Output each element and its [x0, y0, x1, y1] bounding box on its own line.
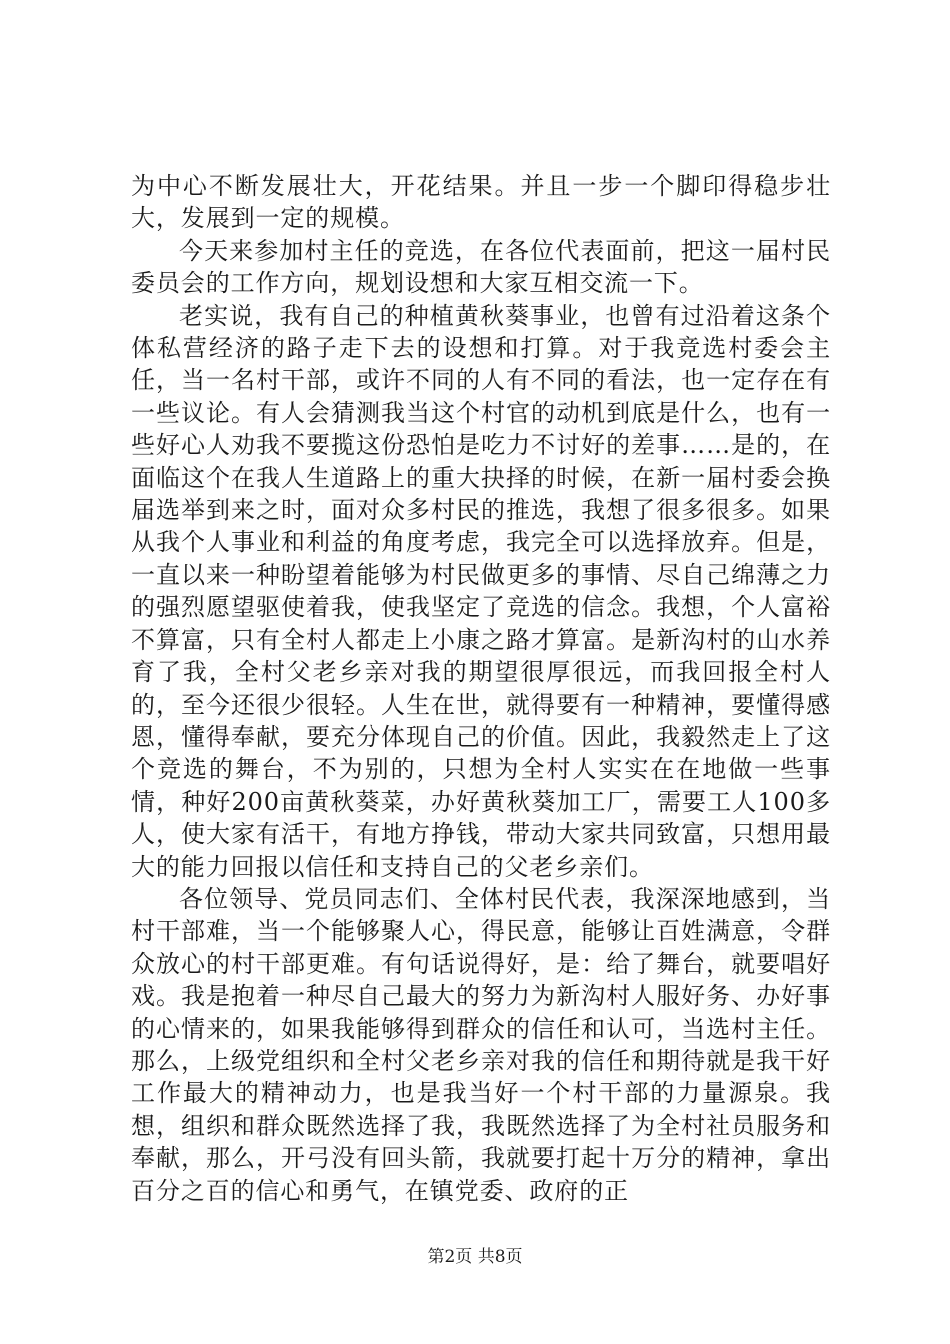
paragraph-3: 老实说，我有自己的种植黄秋葵事业，也曾有过沿着这条个体私营经济的路子走下去的设想和打算。对于我竞选村委会主任，当一名村干部，或许不同的人有不同的看法，也一定存在有一些议论。有人会猜测我当这个村官的动机到底是什么，也有一些好心人劝我不要揽这份恐怕是吃力不讨好的差事……是的，在面临这个在我人生道路上的重大抉择的时候，在新一届村委会换届选举到来之时，面对众多村民的推选，我想了很多很多。如果从我个人事业和利益的角度考虑，我完全可以选择放弃。但是，一直以来一种盼望着能够为村民做更多的事情、尽自己绵薄之力的强烈愿望驱使着我，使我坚定了竞选的信念。我想，个人富裕不算富，只有全村人都走上小康之路才算富。是新沟村的山水养育了我，全村父老乡亲对我的期望很厚很远，而我回报全村人的，至今还很少很轻。人生在世，就得要有一种精神，要懂得感恩，懂得奉献，要充分体现自己的价值。因此，我毅然走上了这个竞选的舞台，不为别的，只想为全村人实实在在地做一些事情，种好200亩黄秋葵菜，办好黄秋葵加工厂，需要工人100多人，使大家有活干，有地方挣钱，带动大家共同致富，只想用最大的能力回报以信任和支持自己的父老乡亲们。 [131, 301, 831, 881]
paragraph-2: 今天来参加村主任的竞选，在各位代表面前，把这一届村民委员会的工作方向，规划设想和大家互相交流一下。 [131, 236, 831, 298]
document-body [131, 170, 831, 1207]
paragraph-1: 为中心不断发展壮大，开花结果。并且一步一个脚印得稳步壮大，发展到一定的规模。 [131, 172, 831, 233]
paragraph-4: 各位领导、党员同志们、全体村民代表，我深深地感到，当村干部难，当一个能够聚人心，得民意，能够让百姓满意，令群众放心的村干部更难。有句话说得好，是：给了舞台，就要唱好戏。我是抱着一种尽自己最大的努力为新沟村人服好务、办好事的心情来的，如果我能够得到群众的信任和认可，当选村主任。那么，上级党组织和全村父老乡亲对我的信任和期待就是我干好工作最大的精神动力，也是我当好一个村干部的力量源泉。我想，组织和群众既然选择了我，我既然选择了为全村社员服务和奉献，那么，开弓没有回头箭，我就要打起十万分的精神，拿出百分之百的信心和勇气，在镇党委、政府的正 [131, 884, 831, 1205]
page-number-footer: 第2页 共8页 [427, 1247, 523, 1267]
